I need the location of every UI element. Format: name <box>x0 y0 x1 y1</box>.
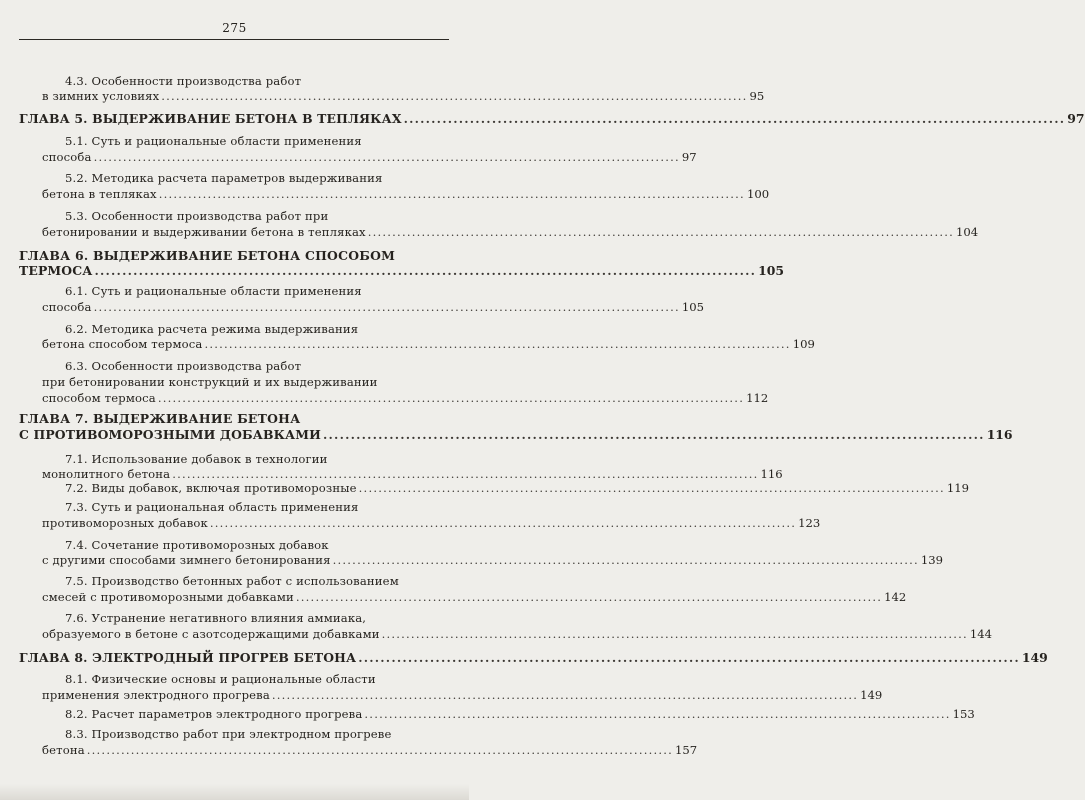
toc-entry-row <box>42 89 765 103</box>
page-edge-shadow <box>0 784 469 800</box>
entry-title: с другими способами зимнего бетонирования <box>42 553 331 567</box>
entry-title: 7.3. Суть и рациональная область применения <box>65 500 359 514</box>
toc-entry-row <box>42 743 698 757</box>
entry-title: 6.3. Особенности производства работ <box>65 359 302 373</box>
dot-leader: ........................................................................................................................ <box>94 263 757 278</box>
entry-title: 7.4. Сочетание противоморозных добавок <box>65 538 329 552</box>
page-ref: 95 <box>749 89 765 103</box>
page-ref: 144 <box>969 627 993 641</box>
dot-leader: ........................................................................................................................ <box>364 707 951 721</box>
toc-entry-row <box>42 337 815 351</box>
entry-title: противоморозных добавок <box>42 516 208 530</box>
entry-title: при бетонировании конструкций и их выдерживании <box>42 375 378 389</box>
entry-title: монолитного бетона <box>42 467 171 481</box>
dot-leader: ........................................................................................................................ <box>204 337 791 351</box>
page-ref: 139 <box>920 553 944 567</box>
page-ref: 100 <box>746 187 770 201</box>
dot-leader: ........................................................................................................................ <box>381 627 968 641</box>
page-ref: 149 <box>1021 650 1048 665</box>
chapter-title: ТЕРМОСА <box>19 263 93 278</box>
toc-entry-row <box>65 481 970 495</box>
toc-entry-row <box>42 516 821 530</box>
dot-leader: ........................................................................................................................ <box>209 516 797 530</box>
entry-title: 8.3. Производство работ при электродном прогреве <box>65 727 392 741</box>
dot-leader: ........................................................................................................................ <box>93 300 680 314</box>
toc-entry-row <box>42 590 907 604</box>
entry-title: способа <box>42 150 92 164</box>
page-ref: 116 <box>760 467 783 481</box>
toc-entry-row <box>42 300 705 314</box>
entry-title: 6.1. Суть и рациональные области применения <box>65 284 362 298</box>
toc-entry-row <box>65 707 975 721</box>
dot-leader: ........................................................................................................................ <box>172 467 759 481</box>
entry-title: 5.1. Суть и рациональные области применения <box>65 134 362 148</box>
dot-leader: ........................................................................................................................ <box>93 150 680 164</box>
dot-leader: ........................................................................................................................ <box>86 743 674 757</box>
dot-leader: ........................................................................................................................ <box>403 111 1066 126</box>
toc-entry-row <box>42 225 979 239</box>
toc-entry-row <box>42 553 944 567</box>
chapter-title: ГЛАВА 7. ВЫДЕРЖИВАНИЕ БЕТОНА <box>19 411 301 426</box>
entry-title: способом термоса <box>42 391 156 405</box>
chapter-row <box>19 263 785 278</box>
entry-title: 7.2. Виды добавок, включая противоморозные <box>65 481 357 495</box>
dot-leader: ........................................................................................................................ <box>323 427 985 442</box>
page-ref: 123 <box>798 516 821 530</box>
dot-leader: ........................................................................................................................ <box>158 187 745 201</box>
page-ref: 97 <box>1067 111 1085 126</box>
entry-title: 5.2. Методика расчета параметров выдерживания <box>65 171 383 185</box>
chapter-title: ГЛАВА 8. ЭЛЕКТРОДНЫЙ ПРОГРЕВ БЕТОНА <box>19 650 357 665</box>
entry-title: бетона способом термоса <box>42 337 203 351</box>
entry-title: 7.6. Устранение негативного влияния аммиака, <box>65 611 367 625</box>
page-ref: 119 <box>946 481 970 495</box>
entry-title: 7.1. Использование добавок в технологии <box>65 452 328 466</box>
page-ref: 116 <box>986 427 1013 442</box>
toc-entry-row <box>42 391 769 405</box>
dot-leader: ........................................................................................................................ <box>271 688 859 702</box>
chapter-title: С ПРОТИВОМОРОЗНЫМИ ДОБАВКАМИ <box>19 427 322 442</box>
dot-leader: ........................................................................................................................ <box>157 391 745 405</box>
toc-entry-row <box>42 467 783 481</box>
page-ref: 104 <box>956 225 979 239</box>
toc-entry-row <box>42 187 770 201</box>
chapter-row <box>19 427 1013 442</box>
page-ref: 109 <box>792 337 815 351</box>
chapter-row <box>19 650 1048 665</box>
entry-title: 6.2. Методика расчета режима выдерживания <box>65 322 359 336</box>
page-ref: 149 <box>860 688 883 702</box>
dot-leader: ........................................................................................................................ <box>161 89 748 103</box>
entry-title: способа <box>42 300 92 314</box>
page-ref: 157 <box>675 743 698 757</box>
entry-title: смесей с противоморозными добавками <box>42 590 294 604</box>
page-ref: 105 <box>681 300 705 314</box>
page-ref: 153 <box>952 707 975 721</box>
page-ref: 105 <box>758 263 785 278</box>
entry-title: в зимних условиях <box>42 89 160 103</box>
page-ref: 97 <box>681 150 697 164</box>
page-ref: 142 <box>884 590 907 604</box>
entry-title: 8.1. Физические основы и рациональные области <box>65 672 376 686</box>
dot-leader: ........................................................................................................................ <box>332 553 919 567</box>
chapter-row <box>19 111 1085 126</box>
dot-leader: ........................................................................................................................ <box>358 650 1020 665</box>
dot-leader: ........................................................................................................................ <box>358 481 945 495</box>
toc-entry-row <box>42 150 697 164</box>
entry-title: 5.3. Особенности производства работ при <box>65 209 329 223</box>
chapter-title: ГЛАВА 5. ВЫДЕРЖИВАНИЕ БЕТОНА В ТЕПЛЯКАХ <box>19 111 402 126</box>
entry-title: образуемого в бетоне с азотсодержащими добавками <box>42 627 380 641</box>
toc-entry-row <box>42 688 883 702</box>
dot-leader: ........................................................................................................................ <box>367 225 954 239</box>
entry-title: 7.5. Производство бетонных работ с использованием <box>65 574 399 588</box>
entry-title: бетонировании и выдерживании бетона в тепляках <box>42 225 366 239</box>
toc-entry-row <box>42 627 993 641</box>
chapter-title: ГЛАВА 6. ВЫДЕРЖИВАНИЕ БЕТОНА СПОСОБОМ <box>19 248 396 263</box>
entry-title: бетона <box>42 743 85 757</box>
page-number: 275 <box>222 21 247 35</box>
entry-title: 4.3. Особенности производства работ <box>65 74 302 88</box>
entry-title: применения электродного прогрева <box>42 688 270 702</box>
page-ref: 112 <box>746 391 769 405</box>
dot-leader: ........................................................................................................................ <box>295 590 883 604</box>
entry-title: бетона в тепляках <box>42 187 157 201</box>
entry-title: 8.2. Расчет параметров электродного прогрева <box>65 707 363 721</box>
